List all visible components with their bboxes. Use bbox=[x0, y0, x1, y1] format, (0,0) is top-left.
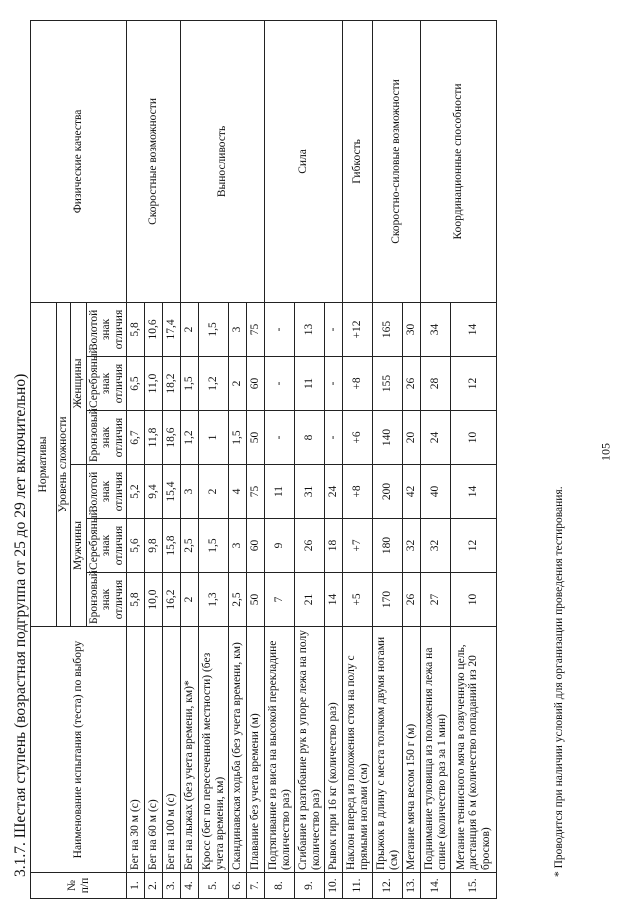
men-gold-value: 14 bbox=[451, 465, 497, 519]
women-gold-value: 2 bbox=[181, 302, 199, 356]
women-gold-value: 5,8 bbox=[127, 302, 145, 356]
men-silver-value: +7 bbox=[343, 519, 373, 573]
test-name: Плавание без учета времени (м) bbox=[247, 627, 265, 873]
table-row bbox=[373, 20, 403, 898]
table-row bbox=[265, 20, 295, 898]
men-silver-value: 2,5 bbox=[181, 519, 199, 573]
header-men: Мужчины bbox=[71, 465, 87, 627]
header-difficulty: Уровень сложности bbox=[57, 302, 71, 626]
women-silver-value: 2 bbox=[229, 357, 247, 411]
page-number: 105 bbox=[598, 443, 613, 461]
women-bronze-value: 50 bbox=[247, 411, 265, 465]
quality-flexibility: Гибкость bbox=[343, 20, 373, 302]
header-num: № п/п bbox=[31, 873, 127, 899]
men-gold-value: 75 bbox=[247, 465, 265, 519]
test-name: Метание теннисного мяча в озвученную цель, дистанция 6 м (количество попаданий из 20 бросков) bbox=[451, 627, 497, 873]
men-gold-value: 2 bbox=[199, 465, 229, 519]
table-row bbox=[343, 20, 373, 898]
row-number: 12. bbox=[373, 873, 403, 899]
men-bronze-value: 5,8 bbox=[127, 573, 145, 627]
test-name: Метание мяча весом 150 г (м) bbox=[403, 627, 421, 873]
men-bronze-value: 26 bbox=[403, 573, 421, 627]
header-men-silver: Серебряный знак отличия bbox=[87, 519, 127, 573]
test-name: Бег на 100 м (с) bbox=[163, 627, 181, 873]
women-bronze-value: 10 bbox=[451, 411, 497, 465]
women-gold-value: - bbox=[265, 302, 295, 356]
men-bronze-value: 14 bbox=[325, 573, 343, 627]
row-number: 8. bbox=[265, 873, 295, 899]
test-name: Бег на 60 м (с) bbox=[145, 627, 163, 873]
women-bronze-value: - bbox=[325, 411, 343, 465]
women-silver-value: 28 bbox=[421, 357, 451, 411]
men-gold-value: 40 bbox=[421, 465, 451, 519]
women-silver-value: 18,2 bbox=[163, 357, 181, 411]
men-gold-value: 5,2 bbox=[127, 465, 145, 519]
test-name: Поднимание туловища из положения лежа на спине (количество раз за 1 мин) bbox=[421, 627, 451, 873]
men-silver-value: 3 bbox=[229, 519, 247, 573]
men-bronze-value: 10 bbox=[451, 573, 497, 627]
test-name: Прыжок в длину с места толчком двумя ногами (см) bbox=[373, 627, 403, 873]
women-silver-value: 1,2 bbox=[199, 357, 229, 411]
men-silver-value: 18 bbox=[325, 519, 343, 573]
test-name: Рывок гири 16 кг (количество раз) bbox=[325, 627, 343, 873]
test-name: Бег на лыжах (без учета времени, км)* bbox=[181, 627, 199, 873]
row-number: 15. bbox=[451, 873, 497, 899]
men-bronze-value: 27 bbox=[421, 573, 451, 627]
men-gold-value: 42 bbox=[403, 465, 421, 519]
women-silver-value: - bbox=[265, 357, 295, 411]
men-silver-value: 180 bbox=[373, 519, 403, 573]
men-silver-value: 26 bbox=[295, 519, 325, 573]
section-title: 3.1.7. Шестая ступень (возрастная подгруппа от 25 до 29 лет включительно) bbox=[12, 373, 29, 877]
header-women: Женщины bbox=[71, 302, 87, 464]
header-norms: Нормативы bbox=[31, 302, 57, 626]
men-bronze-value: +5 bbox=[343, 573, 373, 627]
men-bronze-value: 7 bbox=[265, 573, 295, 627]
men-silver-value: 60 bbox=[247, 519, 265, 573]
women-gold-value: - bbox=[325, 302, 343, 356]
women-bronze-value: 18,6 bbox=[163, 411, 181, 465]
header-quality: Физические качества bbox=[31, 20, 127, 302]
row-number: 5. bbox=[199, 873, 229, 899]
quality-speed: Скоростные возможности bbox=[127, 20, 181, 302]
women-bronze-value: +6 bbox=[343, 411, 373, 465]
norms-table bbox=[30, 20, 497, 899]
table-row bbox=[421, 20, 451, 898]
women-gold-value: 10,6 bbox=[145, 302, 163, 356]
men-bronze-value: 10,0 bbox=[145, 573, 163, 627]
men-silver-value: 32 bbox=[403, 519, 421, 573]
row-number: 11. bbox=[343, 873, 373, 899]
men-gold-value: 9,4 bbox=[145, 465, 163, 519]
women-bronze-value: 8 bbox=[295, 411, 325, 465]
footnote: * Проводится при наличии условий для организации проведения тестирования. bbox=[553, 486, 565, 877]
women-silver-value: 60 bbox=[247, 357, 265, 411]
table-row bbox=[127, 20, 145, 898]
header-women-bronze: Бронзовый знак отличия bbox=[87, 411, 127, 465]
table-row bbox=[181, 20, 199, 898]
women-silver-value: 11 bbox=[295, 357, 325, 411]
women-gold-value: 13 bbox=[295, 302, 325, 356]
men-silver-value: 15,8 bbox=[163, 519, 181, 573]
women-gold-value: 3 bbox=[229, 302, 247, 356]
test-name: Бег на 30 м (с) bbox=[127, 627, 145, 873]
women-gold-value: 75 bbox=[247, 302, 265, 356]
women-gold-value: 14 bbox=[451, 302, 497, 356]
men-silver-value: 9,8 bbox=[145, 519, 163, 573]
row-number: 13. bbox=[403, 873, 421, 899]
men-silver-value: 5,6 bbox=[127, 519, 145, 573]
quality-speed-strength: Скоростно-силовые возможности bbox=[373, 20, 421, 302]
men-gold-value: 24 bbox=[325, 465, 343, 519]
women-bronze-value: - bbox=[265, 411, 295, 465]
men-gold-value: 31 bbox=[295, 465, 325, 519]
row-number: 7. bbox=[247, 873, 265, 899]
women-silver-value: 1,5 bbox=[181, 357, 199, 411]
quality-endurance: Выносливость bbox=[181, 20, 265, 302]
row-number: 3. bbox=[163, 873, 181, 899]
men-bronze-value: 2,5 bbox=[229, 573, 247, 627]
men-silver-value: 12 bbox=[451, 519, 497, 573]
women-gold-value: 165 bbox=[373, 302, 403, 356]
women-silver-value: 11,0 bbox=[145, 357, 163, 411]
women-gold-value: 34 bbox=[421, 302, 451, 356]
row-number: 4. bbox=[181, 873, 199, 899]
women-gold-value: 1,5 bbox=[199, 302, 229, 356]
men-gold-value: +8 bbox=[343, 465, 373, 519]
test-name: Подтягивание из виса на высокой перекладине (количество раз) bbox=[265, 627, 295, 873]
men-bronze-value: 170 bbox=[373, 573, 403, 627]
women-gold-value: 17,4 bbox=[163, 302, 181, 356]
men-silver-value: 32 bbox=[421, 519, 451, 573]
men-gold-value: 3 bbox=[181, 465, 199, 519]
women-bronze-value: 6,7 bbox=[127, 411, 145, 465]
row-number: 2. bbox=[145, 873, 163, 899]
women-bronze-value: 1 bbox=[199, 411, 229, 465]
men-gold-value: 11 bbox=[265, 465, 295, 519]
men-gold-value: 4 bbox=[229, 465, 247, 519]
women-bronze-value: 140 bbox=[373, 411, 403, 465]
men-gold-value: 200 bbox=[373, 465, 403, 519]
header-women-gold: Золотой знак отличия bbox=[87, 302, 127, 356]
test-name: Кросс (бег по пересеченной местности) (без учета времени, км) bbox=[199, 627, 229, 873]
men-bronze-value: 1,3 bbox=[199, 573, 229, 627]
women-gold-value: 30 bbox=[403, 302, 421, 356]
women-silver-value: +8 bbox=[343, 357, 373, 411]
header-men-bronze: Бронзовый знак отличия bbox=[87, 573, 127, 627]
men-gold-value: 15,4 bbox=[163, 465, 181, 519]
men-silver-value: 1,5 bbox=[199, 519, 229, 573]
women-silver-value: - bbox=[325, 357, 343, 411]
women-bronze-value: 24 bbox=[421, 411, 451, 465]
row-number: 6. bbox=[229, 873, 247, 899]
men-bronze-value: 2 bbox=[181, 573, 199, 627]
header-name: Наименование испытания (теста) по выбору bbox=[31, 627, 127, 873]
test-name: Сгибание и разгибание рук в упоре лежа на полу (количество раз) bbox=[295, 627, 325, 873]
row-number: 1. bbox=[127, 873, 145, 899]
header-men-gold: Золотой знак отличия bbox=[87, 465, 127, 519]
women-silver-value: 155 bbox=[373, 357, 403, 411]
table-body bbox=[127, 20, 497, 898]
men-bronze-value: 50 bbox=[247, 573, 265, 627]
row-number: 14. bbox=[421, 873, 451, 899]
men-silver-value: 9 bbox=[265, 519, 295, 573]
women-bronze-value: 1,2 bbox=[181, 411, 199, 465]
row-number: 10. bbox=[325, 873, 343, 899]
quality-coordination: Координационные способности bbox=[421, 20, 497, 302]
women-silver-value: 12 bbox=[451, 357, 497, 411]
row-number: 9. bbox=[295, 873, 325, 899]
test-name: Наклон вперед из положения стоя на полу с прямыми ногами (см) bbox=[343, 627, 373, 873]
women-bronze-value: 20 bbox=[403, 411, 421, 465]
men-bronze-value: 16,2 bbox=[163, 573, 181, 627]
women-silver-value: 6,5 bbox=[127, 357, 145, 411]
women-bronze-value: 11,8 bbox=[145, 411, 163, 465]
test-name: Скандинавская ходьба (без учета времени, км) bbox=[229, 627, 247, 873]
women-bronze-value: 1,5 bbox=[229, 411, 247, 465]
quality-strength: Сила bbox=[265, 20, 343, 302]
header-women-silver: Серебряный знак отличия bbox=[87, 357, 127, 411]
table-header bbox=[31, 20, 127, 898]
women-gold-value: +12 bbox=[343, 302, 373, 356]
men-bronze-value: 21 bbox=[295, 573, 325, 627]
women-silver-value: 26 bbox=[403, 357, 421, 411]
